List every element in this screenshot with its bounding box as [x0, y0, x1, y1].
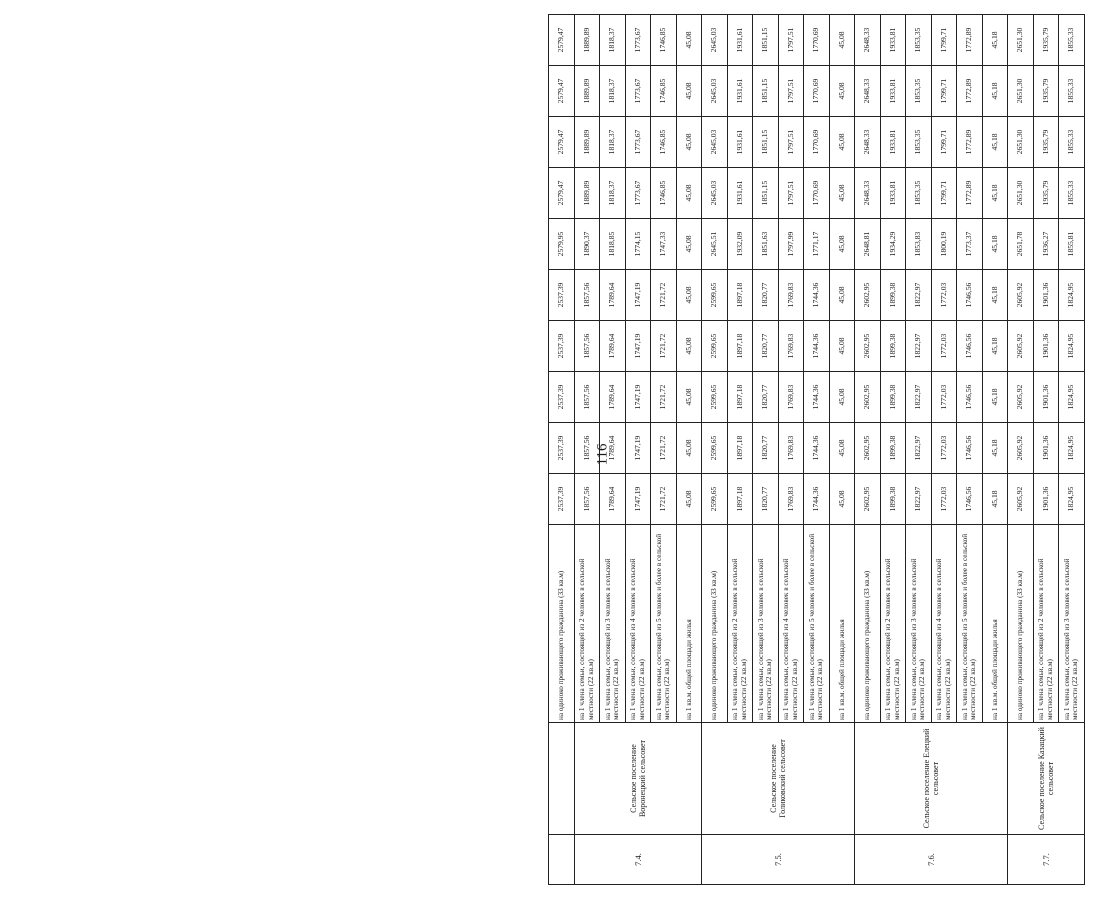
- value-cell: 2537,39: [549, 474, 575, 525]
- value-cell: 45,18: [982, 423, 1008, 474]
- value-cell: 1855,33: [1059, 66, 1085, 117]
- row-index: 7.5.: [702, 835, 855, 885]
- value-cell: 2651,30: [1008, 168, 1034, 219]
- value-cell: 2599,65: [702, 270, 728, 321]
- value-cell: 2579,95: [549, 219, 575, 270]
- norm-description: на 1 кв.м. общей площади жилья: [676, 525, 702, 723]
- value-cell: 2648,33: [855, 117, 881, 168]
- value-cell: 1899,38: [880, 372, 906, 423]
- value-cell: 1773,67: [625, 117, 651, 168]
- value-cell: 1855,81: [1059, 219, 1085, 270]
- value-cell: 1774,15: [625, 219, 651, 270]
- value-cell: 45,08: [676, 15, 702, 66]
- value-cell: 1789,64: [600, 372, 626, 423]
- value-cell: 1820,77: [753, 321, 779, 372]
- value-cell: 1889,89: [574, 168, 600, 219]
- value-cell: 1746,56: [957, 270, 983, 321]
- value-cell: 1851,15: [753, 15, 779, 66]
- value-cell: 1721,72: [651, 423, 677, 474]
- value-cell: 2599,65: [702, 474, 728, 525]
- value-cell: 1747,19: [625, 372, 651, 423]
- norm-description: на 1 члена семьи, состоящей из 2 человек в сельской местности (22 кв.м): [880, 525, 906, 723]
- value-cell: 1933,81: [880, 66, 906, 117]
- norm-description: на 1 члена семьи, состоящей из 3 человек в сельской местности (22 кв.м): [906, 525, 932, 723]
- value-cell: 1772,89: [957, 66, 983, 117]
- value-cell: 1797,99: [778, 219, 804, 270]
- value-cell: 1772,89: [957, 15, 983, 66]
- value-cell: 1797,51: [778, 15, 804, 66]
- value-cell: 1931,61: [727, 15, 753, 66]
- value-cell: 1772,03: [931, 474, 957, 525]
- settlement-name: Сельское поселение Голиковский сельсовет: [702, 723, 855, 835]
- value-cell: 2537,39: [549, 270, 575, 321]
- value-cell: 2648,33: [855, 168, 881, 219]
- value-cell: 1931,61: [727, 168, 753, 219]
- value-cell: 1822,97: [906, 321, 932, 372]
- value-cell: 45,08: [829, 321, 855, 372]
- value-cell: 2602,95: [855, 474, 881, 525]
- value-cell: 1746,56: [957, 474, 983, 525]
- value-cell: 1769,83: [778, 372, 804, 423]
- value-cell: 1820,77: [753, 474, 779, 525]
- value-cell: 2602,95: [855, 372, 881, 423]
- value-cell: 1897,18: [727, 372, 753, 423]
- table-row: [549, 15, 575, 885]
- tariff-table: [548, 14, 1085, 885]
- value-cell: 1934,29: [880, 219, 906, 270]
- value-cell: 2648,33: [855, 66, 881, 117]
- value-cell: 2605,92: [1008, 270, 1034, 321]
- value-cell: 1772,03: [931, 423, 957, 474]
- value-cell: 45,18: [982, 15, 1008, 66]
- value-cell: 1935,79: [1033, 168, 1059, 219]
- value-cell: 1822,97: [906, 474, 932, 525]
- value-cell: 2602,95: [855, 321, 881, 372]
- value-cell: 1851,15: [753, 117, 779, 168]
- value-cell: 1933,81: [880, 117, 906, 168]
- value-cell: 45,08: [676, 321, 702, 372]
- value-cell: 1857,56: [574, 372, 600, 423]
- value-cell: 1797,51: [778, 66, 804, 117]
- settlement-name: [549, 723, 575, 835]
- value-cell: 1824,95: [1059, 474, 1085, 525]
- table-row: [855, 15, 881, 885]
- value-cell: 2651,30: [1008, 117, 1034, 168]
- value-cell: 1897,18: [727, 474, 753, 525]
- value-cell: 2645,03: [702, 66, 728, 117]
- norm-description: на 1 кв.м. общей площади жилья: [982, 525, 1008, 723]
- value-cell: 45,08: [829, 117, 855, 168]
- value-cell: 1935,79: [1033, 15, 1059, 66]
- value-cell: 1773,67: [625, 66, 651, 117]
- value-cell: 1853,35: [906, 117, 932, 168]
- value-cell: 45,18: [982, 474, 1008, 525]
- norm-description: на одиноко проживающего гражданина (33 кв.м): [1008, 525, 1034, 723]
- value-cell: 1822,97: [906, 270, 932, 321]
- value-cell: 45,18: [982, 270, 1008, 321]
- value-cell: 1721,72: [651, 372, 677, 423]
- table-row: [702, 15, 728, 885]
- value-cell: 1770,69: [804, 15, 830, 66]
- settlement-name: Сельское поселение Казацкий сельсовет: [1008, 723, 1085, 835]
- value-cell: 1772,89: [957, 117, 983, 168]
- value-cell: 2651,30: [1008, 15, 1034, 66]
- value-cell: 45,18: [982, 372, 1008, 423]
- value-cell: 1747,19: [625, 474, 651, 525]
- value-cell: 1851,63: [753, 219, 779, 270]
- value-cell: 1721,72: [651, 474, 677, 525]
- row-index: 7.6.: [855, 835, 1008, 885]
- value-cell: 1721,72: [651, 270, 677, 321]
- value-cell: 1933,81: [880, 168, 906, 219]
- settlement-name: Сельское поселение Воронецкий сельсовет: [574, 723, 702, 835]
- value-cell: 2605,92: [1008, 321, 1034, 372]
- value-cell: 1769,83: [778, 423, 804, 474]
- value-cell: 1773,67: [625, 15, 651, 66]
- value-cell: 45,08: [829, 66, 855, 117]
- value-cell: 1857,56: [574, 423, 600, 474]
- norm-description: на одиноко проживающего гражданина (33 кв.м): [702, 525, 728, 723]
- value-cell: 1818,37: [600, 66, 626, 117]
- value-cell: 1746,56: [957, 321, 983, 372]
- value-cell: 1901,36: [1033, 474, 1059, 525]
- value-cell: 1820,77: [753, 423, 779, 474]
- value-cell: 1818,37: [600, 15, 626, 66]
- value-cell: 2605,92: [1008, 423, 1034, 474]
- value-cell: 45,08: [676, 168, 702, 219]
- value-cell: 1901,36: [1033, 423, 1059, 474]
- norm-description: на одиноко проживающего гражданина (33 кв.м): [855, 525, 881, 723]
- value-cell: 1824,95: [1059, 321, 1085, 372]
- value-cell: 1789,64: [600, 423, 626, 474]
- value-cell: 1771,17: [804, 219, 830, 270]
- value-cell: 2645,51: [702, 219, 728, 270]
- value-cell: 45,18: [982, 219, 1008, 270]
- value-cell: 1897,18: [727, 321, 753, 372]
- value-cell: 2537,39: [549, 321, 575, 372]
- value-cell: 2645,03: [702, 168, 728, 219]
- value-cell: 45,08: [829, 423, 855, 474]
- value-cell: 2537,39: [549, 423, 575, 474]
- value-cell: 1897,18: [727, 423, 753, 474]
- value-cell: 2579,47: [549, 66, 575, 117]
- value-cell: 1824,95: [1059, 270, 1085, 321]
- value-cell: 1853,35: [906, 15, 932, 66]
- value-cell: 2599,65: [702, 372, 728, 423]
- value-cell: 1747,33: [651, 219, 677, 270]
- value-cell: 45,08: [676, 474, 702, 525]
- value-cell: 1769,83: [778, 321, 804, 372]
- value-cell: 1899,38: [880, 474, 906, 525]
- value-cell: 1770,69: [804, 168, 830, 219]
- norm-description: на 1 члена семьи, состоящей из 3 человек в сельской местности (22 кв.м): [753, 525, 779, 723]
- value-cell: 1855,33: [1059, 117, 1085, 168]
- value-cell: 1820,77: [753, 270, 779, 321]
- value-cell: 45,08: [829, 372, 855, 423]
- value-cell: 45,08: [829, 219, 855, 270]
- value-cell: 45,08: [676, 219, 702, 270]
- value-cell: 1853,35: [906, 168, 932, 219]
- value-cell: 1857,56: [574, 321, 600, 372]
- value-cell: 1851,15: [753, 66, 779, 117]
- value-cell: 2648,33: [855, 15, 881, 66]
- value-cell: 1799,71: [931, 168, 957, 219]
- value-cell: 45,08: [829, 474, 855, 525]
- value-cell: 1746,85: [651, 66, 677, 117]
- value-cell: 1744,36: [804, 270, 830, 321]
- rotated-table-wrapper: [548, 15, 1108, 885]
- row-index: 7.4.: [574, 835, 702, 885]
- norm-description: на 1 члена семьи, состоящей из 2 человек в сельской местности (22 кв.м): [574, 525, 600, 723]
- value-cell: 1789,64: [600, 270, 626, 321]
- value-cell: 1744,36: [804, 321, 830, 372]
- value-cell: 2537,39: [549, 372, 575, 423]
- value-cell: 45,08: [829, 270, 855, 321]
- value-cell: 2651,30: [1008, 66, 1034, 117]
- value-cell: 1855,33: [1059, 15, 1085, 66]
- value-cell: 1822,97: [906, 372, 932, 423]
- norm-description: на 1 члена семьи, состоящей из 3 человек в сельской местности (22 кв.м): [600, 525, 626, 723]
- value-cell: 1855,33: [1059, 168, 1085, 219]
- value-cell: 1769,83: [778, 270, 804, 321]
- value-cell: 2602,95: [855, 423, 881, 474]
- value-cell: 1799,71: [931, 15, 957, 66]
- value-cell: 1897,18: [727, 270, 753, 321]
- value-cell: 45,08: [676, 270, 702, 321]
- value-cell: 1818,85: [600, 219, 626, 270]
- value-cell: 45,08: [676, 66, 702, 117]
- norm-description: на одиноко проживающего гражданина (33 кв.м): [549, 525, 575, 723]
- value-cell: 45,18: [982, 117, 1008, 168]
- value-cell: 1901,36: [1033, 270, 1059, 321]
- norm-description: на 1 члена семьи, состоящей из 2 человек в сельской местности (22 кв.м): [727, 525, 753, 723]
- value-cell: 2599,65: [702, 321, 728, 372]
- value-cell: 1935,79: [1033, 117, 1059, 168]
- value-cell: 1773,37: [957, 219, 983, 270]
- value-cell: 1818,37: [600, 117, 626, 168]
- value-cell: 1820,77: [753, 372, 779, 423]
- value-cell: 1931,61: [727, 66, 753, 117]
- value-cell: 1721,72: [651, 321, 677, 372]
- value-cell: 1797,51: [778, 168, 804, 219]
- value-cell: 1932,09: [727, 219, 753, 270]
- value-cell: 1744,36: [804, 474, 830, 525]
- value-cell: 1936,27: [1033, 219, 1059, 270]
- value-cell: 1851,15: [753, 168, 779, 219]
- value-cell: 1799,71: [931, 117, 957, 168]
- value-cell: 1857,56: [574, 474, 600, 525]
- value-cell: 1800,19: [931, 219, 957, 270]
- norm-description: на 1 члена семьи, состоящей из 4 человек в сельской местности (22 кв.м): [931, 525, 957, 723]
- value-cell: 45,08: [676, 117, 702, 168]
- value-cell: 1744,36: [804, 423, 830, 474]
- value-cell: 1818,37: [600, 168, 626, 219]
- value-cell: 1789,64: [600, 474, 626, 525]
- value-cell: 1772,89: [957, 168, 983, 219]
- value-cell: 45,08: [829, 168, 855, 219]
- value-cell: 1770,69: [804, 66, 830, 117]
- table-row: [1008, 15, 1034, 885]
- value-cell: 1770,69: [804, 117, 830, 168]
- value-cell: 1789,64: [600, 321, 626, 372]
- value-cell: 2605,92: [1008, 372, 1034, 423]
- value-cell: 1746,85: [651, 15, 677, 66]
- value-cell: 1853,83: [906, 219, 932, 270]
- settlement-name: Сельское поселение Елецкий сельсовет: [855, 723, 1008, 835]
- value-cell: 1772,03: [931, 321, 957, 372]
- value-cell: 1853,35: [906, 66, 932, 117]
- value-cell: 1899,38: [880, 270, 906, 321]
- norm-description: на 1 кв.м. общей площади жилья: [829, 525, 855, 723]
- value-cell: 2579,47: [549, 168, 575, 219]
- value-cell: 1747,19: [625, 321, 651, 372]
- value-cell: 1901,36: [1033, 372, 1059, 423]
- norm-description: на 1 члена семьи, состоящей из 4 человек в сельской местности (22 кв.м): [625, 525, 651, 723]
- value-cell: 45,18: [982, 66, 1008, 117]
- value-cell: 1772,03: [931, 372, 957, 423]
- norm-description: на 1 члена семьи, состоящей из 3 человек в сельской местности (22 кв.м): [1059, 525, 1085, 723]
- value-cell: 2602,95: [855, 270, 881, 321]
- value-cell: 2645,03: [702, 117, 728, 168]
- norm-description: на 1 члена семьи, состоящей из 5 человек и более в сельской местности (22 кв.м): [957, 525, 983, 723]
- value-cell: 2648,81: [855, 219, 881, 270]
- value-cell: 1935,79: [1033, 66, 1059, 117]
- value-cell: 1746,85: [651, 168, 677, 219]
- row-index: [549, 835, 575, 885]
- norm-description: на 1 члена семьи, состоящей из 4 человек в сельской местности (22 кв.м): [778, 525, 804, 723]
- value-cell: 1746,56: [957, 423, 983, 474]
- value-cell: 1797,51: [778, 117, 804, 168]
- value-cell: 1889,89: [574, 15, 600, 66]
- value-cell: 2579,47: [549, 117, 575, 168]
- value-cell: 1889,89: [574, 66, 600, 117]
- value-cell: 1824,95: [1059, 423, 1085, 474]
- value-cell: 1931,61: [727, 117, 753, 168]
- norm-description: на 1 члена семьи, состоящей из 2 человек в сельской местности (22 кв.м): [1033, 525, 1059, 723]
- value-cell: 1799,71: [931, 66, 957, 117]
- value-cell: 1889,89: [574, 117, 600, 168]
- value-cell: 2599,65: [702, 423, 728, 474]
- value-cell: 1933,81: [880, 15, 906, 66]
- value-cell: 45,08: [829, 15, 855, 66]
- value-cell: 2651,78: [1008, 219, 1034, 270]
- value-cell: 1773,67: [625, 168, 651, 219]
- value-cell: 1857,56: [574, 270, 600, 321]
- value-cell: 2645,03: [702, 15, 728, 66]
- row-index: 7.7.: [1008, 835, 1085, 885]
- value-cell: 1747,19: [625, 423, 651, 474]
- value-cell: 45,18: [982, 168, 1008, 219]
- value-cell: 1899,38: [880, 321, 906, 372]
- value-cell: 1899,38: [880, 423, 906, 474]
- value-cell: 1769,83: [778, 474, 804, 525]
- value-cell: 2579,47: [549, 15, 575, 66]
- norm-description: на 1 члена семьи, состоящей из 5 человек и более в сельской местности (22 кв.м): [651, 525, 677, 723]
- value-cell: 1746,85: [651, 117, 677, 168]
- value-cell: 1747,19: [625, 270, 651, 321]
- table-body: [549, 15, 1085, 885]
- page-number: 116: [594, 443, 611, 466]
- norm-description: на 1 члена семьи, состоящей из 5 человек и более в сельской местности (22 кв.м): [804, 525, 830, 723]
- value-cell: 45,08: [676, 423, 702, 474]
- value-cell: 1824,95: [1059, 372, 1085, 423]
- value-cell: 1744,36: [804, 372, 830, 423]
- value-cell: 45,08: [676, 372, 702, 423]
- value-cell: 1901,36: [1033, 321, 1059, 372]
- value-cell: 1772,03: [931, 270, 957, 321]
- value-cell: 45,18: [982, 321, 1008, 372]
- value-cell: 1890,37: [574, 219, 600, 270]
- value-cell: 2605,92: [1008, 474, 1034, 525]
- value-cell: 1822,97: [906, 423, 932, 474]
- value-cell: 1746,56: [957, 372, 983, 423]
